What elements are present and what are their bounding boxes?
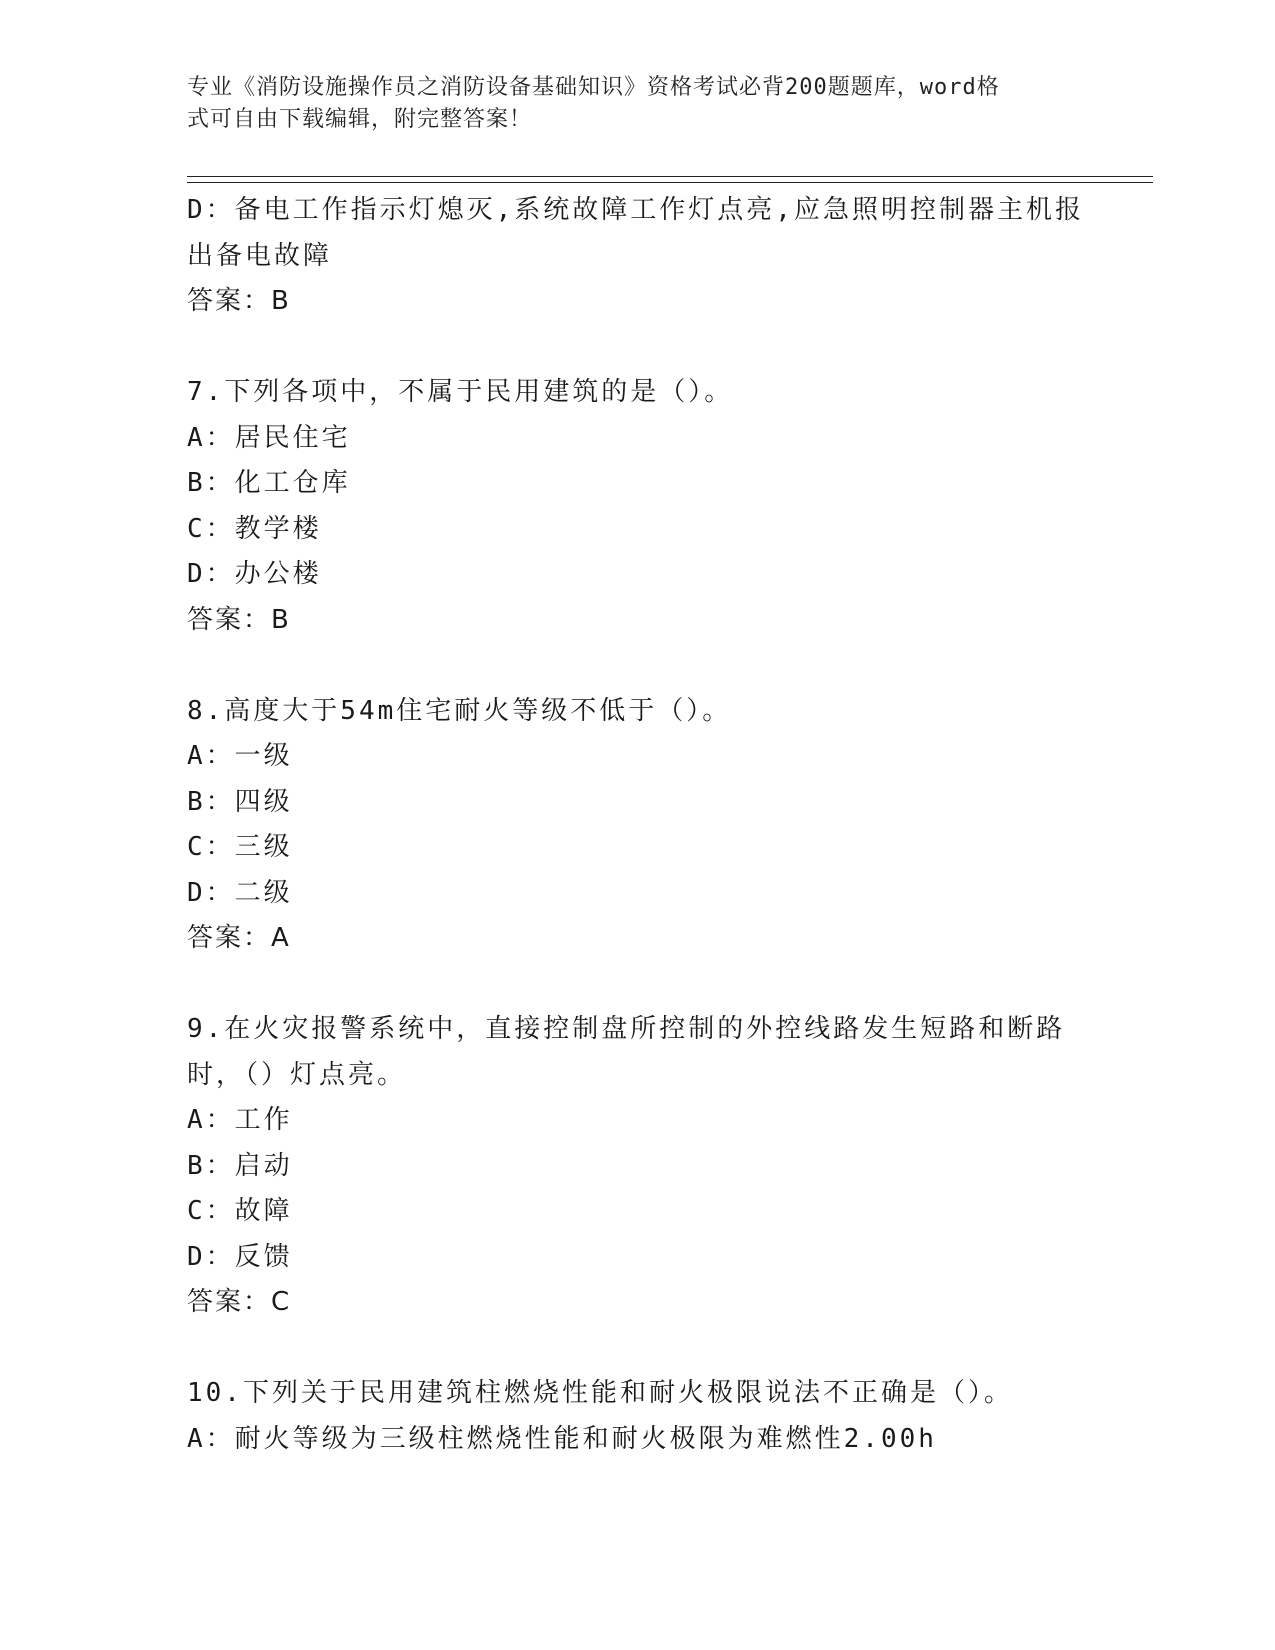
question-9 [187, 1007, 1087, 1326]
spacer [187, 1326, 1087, 1372]
option-a: A：耐火等级为三级柱燃烧性能和耐火极限为难燃性2.00h [187, 1423, 937, 1454]
document-header [187, 72, 1067, 136]
previous-question-tail [187, 188, 1087, 325]
question-content [187, 188, 1087, 1462]
option-d-continued: 出备电故障 [187, 240, 333, 271]
option-d: D：二级 [187, 877, 293, 908]
option-c: C：三级 [187, 832, 293, 862]
option-c: C：教学楼 [187, 513, 322, 544]
option-b: B：启动 [187, 1150, 293, 1181]
question-stem: 7.下列各项中，不属于民用建筑的是（）。 [187, 377, 734, 407]
option-d: D：备电工作指示灯熄灭,系统故障工作灯点亮,应急照明控制器主机报 [187, 195, 1084, 225]
answer-line: 答案：B [187, 286, 291, 316]
option-a: A：居民住宅 [187, 422, 351, 453]
answer-line: 答案：B [187, 604, 291, 635]
spacer [187, 325, 1087, 371]
option-b: B：四级 [187, 786, 293, 817]
question-stem: 9.在火灾报警系统中，直接控制盘所控制的外控线路发生短路和断路 [187, 1014, 1066, 1044]
option-c: C：故障 [187, 1196, 293, 1226]
option-a: A：工作 [187, 1105, 293, 1135]
question-stem: 10.下列关于民用建筑柱燃烧性能和耐火极限说法不正确是（）。 [187, 1378, 1013, 1408]
option-d: D：办公楼 [187, 559, 322, 589]
option-b: B：化工仓库 [187, 468, 351, 498]
header-divider-bottom [187, 182, 1153, 183]
question-10 [187, 1371, 1087, 1462]
header-divider-top [187, 176, 1153, 177]
option-d: D：反馈 [187, 1241, 293, 1272]
question-7 [187, 370, 1087, 643]
answer-line: 答案：A [187, 923, 291, 953]
answer-line: 答案：C [187, 1287, 292, 1317]
spacer [187, 643, 1087, 689]
spacer [187, 962, 1087, 1008]
question-8 [187, 689, 1087, 962]
header-line-1: 专业《消防设施操作员之消防设备基础知识》资格考试必背200题题库，word格 [187, 75, 1000, 100]
question-stem: 8.高度大于54m住宅耐火等级不低于（）。 [187, 695, 732, 726]
option-a: A：一级 [187, 741, 293, 771]
header-line-2: 式可自由下载编辑，附完整答案！ [187, 107, 533, 132]
question-stem-continued: 时，（）灯点亮。 [187, 1059, 407, 1090]
